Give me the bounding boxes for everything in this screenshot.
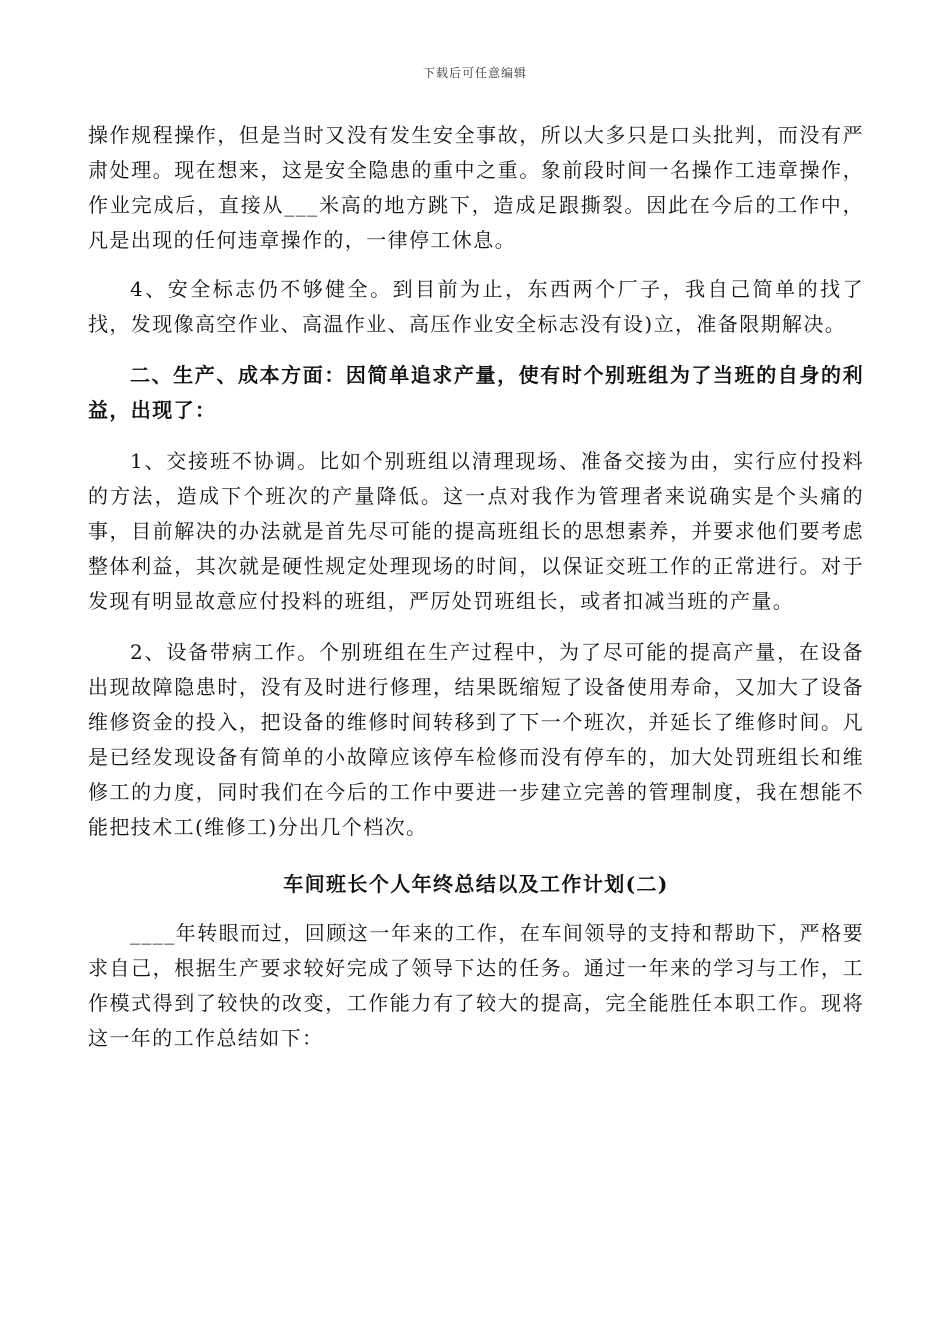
section-title-part-two: 车间班长个人年终总结以及工作计划(二) <box>283 872 669 896</box>
section-heading-production-cost: 二、生产、成本方面：因简单追求产量，使有时个别班组为了当班的自身的利益，出现了： <box>88 363 864 422</box>
paragraph-year-review: ____年转眼而过，回顾这一年来的工作，在车间领导的支持和帮助下，严格要求自己，根据生产要求较好完成了领导下达的任务。通过一年来的学习与工作，工作模式得到了较快的改变，工作能力有了较大的提高，完全能胜任本职工作。现将这一年的工作总结如下： <box>88 921 864 1050</box>
paragraph-safety-signs: 4、安全标志仍不够健全。到目前为止，东西两个厂子，我自己简单的找了找，发现像高空作业、高温作业、高压作业安全标志没有设)立，准备限期解决。 <box>88 277 864 336</box>
paragraph-equipment-faults: 2、设备带病工作。个别班组在生产过程中，为了尽可能的提高产量，在设备出现故障隐患时，没有及时进行修理，结果既缩短了设备使用寿命，又加大了设备维修资金的投入，把设备的维修时间转移到了下一个班次，并延长了维修时间。凡是已经发现设备有简单的小故障应该停车检修而没有停车的，加大处罚班组长和维修工的力度，同时我们在今后的工作中要进一步建立完善的管理制度，我在想能不能把技术工(维修工)分出几个档次。 <box>88 640 864 839</box>
paragraph-operation-rules: 操作规程操作，但是当时又没有发生安全事故，所以大多只是口头批判，而没有严肃处理。现在想来，这是安全隐患的重中之重。象前段时间一名操作工违章操作，作业完成后，直接从___米高的地方跳下，造成足跟撕裂。因此在今后的工作中，凡是出现的任何违章操作的，一律停工休息。 <box>88 123 864 252</box>
paragraph-shift-handover: 1、交接班不协调。比如个别班组以清理现场、准备交接为由，实行应付投料的方法，造成下个班次的产量降低。这一点对我作为管理者来说确实是个头痛的事，目前解决的办法就是首先尽可能的提高班组长的思想素养，并要求他们要考虑整体利益，其次就是硬性规定处理现场的时间，以保证交班工作的正常进行。对于发现有明显故意应付投料的班组，严厉处罚班组长，或者扣减当班的产量。 <box>88 449 864 613</box>
document-body <box>88 118 864 1056</box>
header-note: 下载后可任意编辑 <box>422 66 527 80</box>
